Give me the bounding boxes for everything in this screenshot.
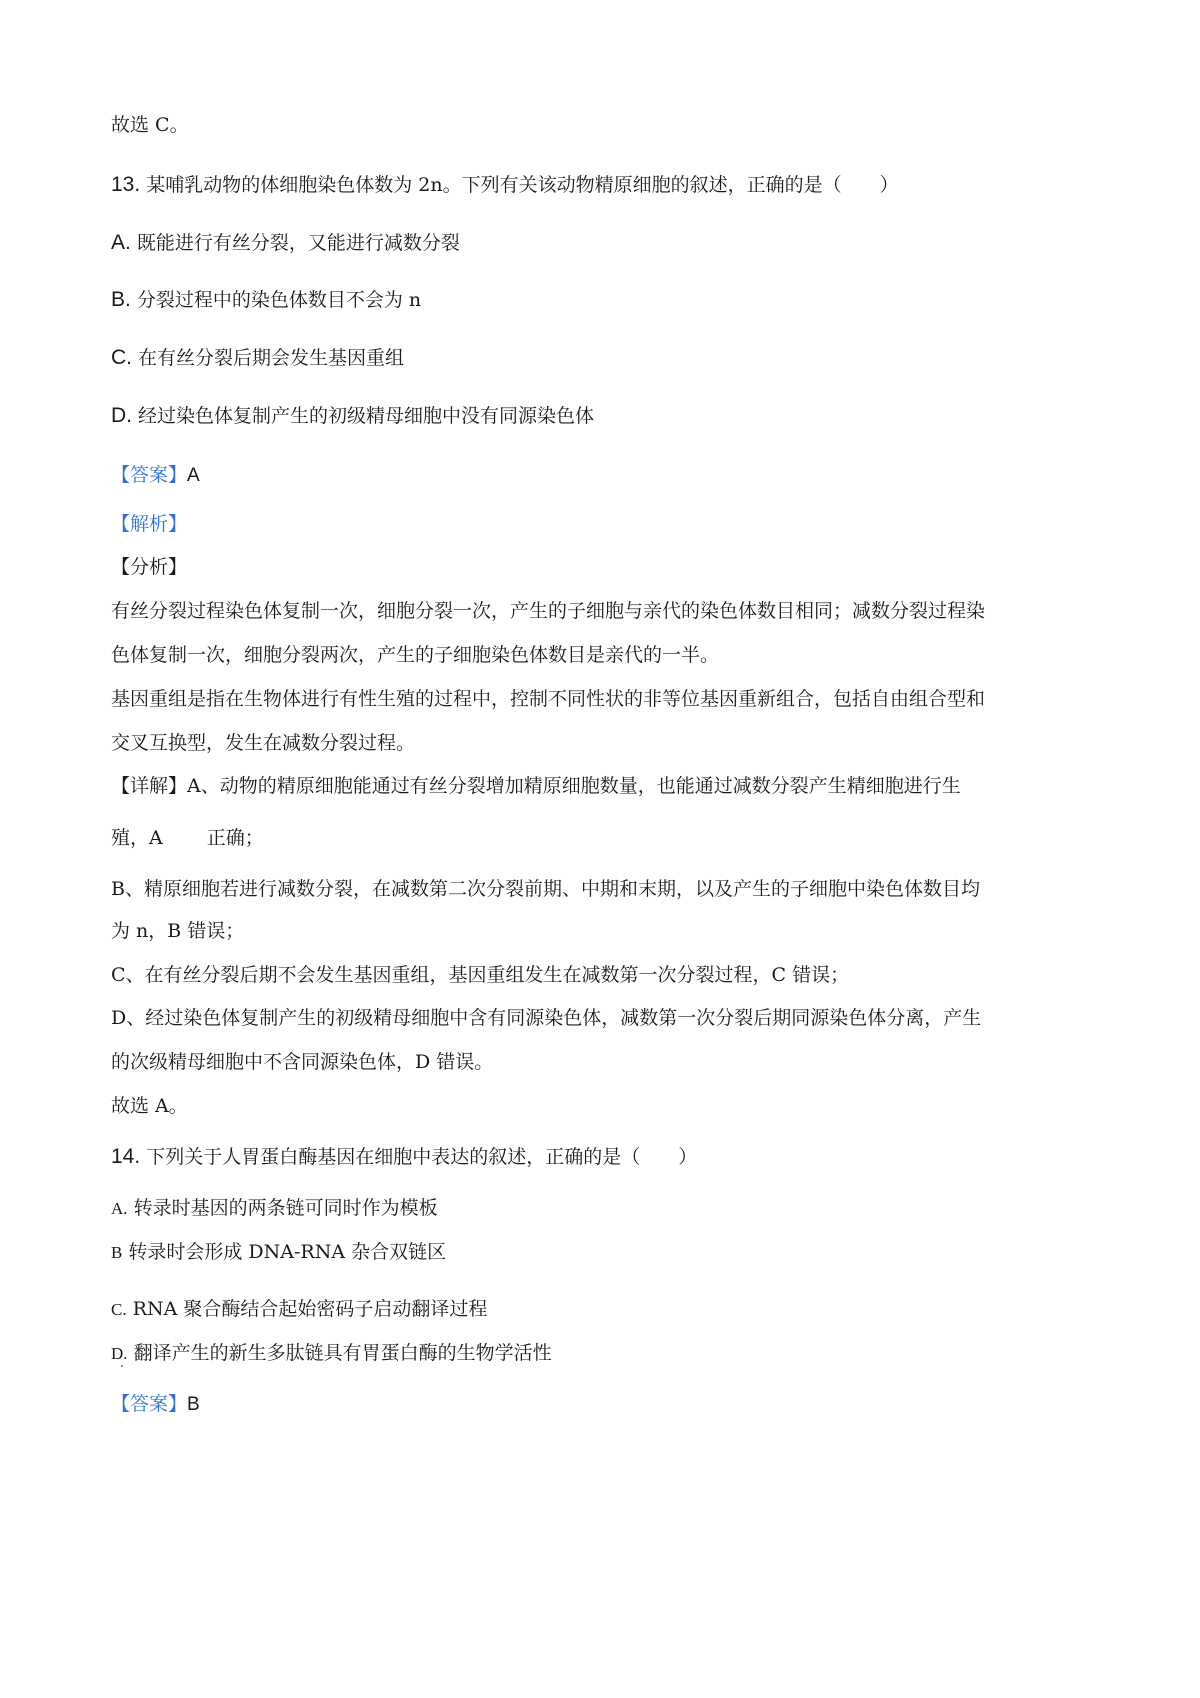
- option-text: 转录时基因的两条链可同时作为模板: [133, 1197, 438, 1219]
- q13-conclusion: 故选 A。: [111, 1095, 188, 1117]
- q13-detail-line-6: D、经过染色体复制产生的初级精母细胞中含有同源染色体，减数第一次分裂后期同源染色体分离，产生: [111, 1007, 982, 1029]
- q13-detail-line-3: B、精原细胞若进行减数分裂，在减数第二次分裂前期、中期和末期，以及产生的子细胞中染色体数目均: [111, 878, 980, 900]
- option-text: RNA 聚合酶结合起始密码子启动翻译过程: [132, 1298, 488, 1320]
- option-text: 在有丝分裂后期会发生基因重组: [138, 347, 405, 369]
- answer-value: B: [187, 1394, 200, 1415]
- q13-detail-line-4: 为 n，B 错误；: [111, 920, 245, 942]
- q14-answer: [111, 1391, 200, 1418]
- option-text: 分裂过程中的染色体数目不会为 n: [136, 289, 422, 311]
- option-key: D.: [111, 1344, 128, 1363]
- q14-option-c: [111, 1296, 487, 1323]
- option-key: B: [111, 1243, 123, 1262]
- answer-tag: 【答案】: [111, 464, 188, 486]
- q13-fenxi-line-2: 色体复制一次，细胞分裂两次，产生的子细胞染色体数目是亲代的一半。: [111, 644, 720, 666]
- question-stem: 下列关于人胃蛋白酶基因在细胞中表达的叙述，正确的是（ ）: [146, 1146, 698, 1168]
- q13-fenxi-line-3: 基因重组是指在生物体进行有性生殖的过程中，控制不同性状的非等位基因重新组合，包括自由组合型和: [111, 688, 986, 710]
- q13-fenxi-tag: 【分析】: [111, 556, 188, 578]
- question-number: 14.: [111, 1145, 141, 1168]
- option-key: A.: [111, 1199, 128, 1218]
- question-stem: 某哺乳动物的体细胞染色体数为 2n。下列有关该动物精原细胞的叙述，正确的是（ ）: [146, 174, 899, 196]
- q13-detail-line-1: [111, 773, 961, 799]
- option-text: 翻译产生的新生多肽链具有胃蛋白酶的生物学活性: [133, 1342, 552, 1364]
- option-text: 转录时会形成 DNA-RNA 杂合双链区: [128, 1241, 447, 1263]
- option-key: D.: [111, 404, 132, 427]
- option-key: B.: [111, 288, 131, 311]
- option-text: 经过染色体复制产生的初级精母细胞中没有同源染色体: [138, 405, 595, 427]
- q13-option-a: [111, 230, 460, 256]
- q13-option-b: [111, 287, 421, 313]
- previous-conclusion: 故选 C。: [111, 114, 189, 136]
- q13-fenxi-line-4: 交叉互换型，发生在减数分裂过程。: [111, 732, 416, 754]
- q14-option-a: [111, 1195, 438, 1222]
- detail-text: A、动物的精原细胞能通过有丝分裂增加精原细胞数量，也能通过减数分裂产生精细胞进行生: [187, 775, 961, 797]
- question-number: 13.: [111, 173, 141, 196]
- option-key: C.: [111, 346, 132, 369]
- q13-answer: [111, 462, 200, 489]
- option-key: A.: [111, 231, 131, 254]
- question-14-stem-line: [111, 1144, 697, 1170]
- question-13-stem-line: [111, 172, 899, 198]
- q13-option-d: [111, 403, 594, 429]
- option-text: 既能进行有丝分裂，又能进行减数分裂: [136, 232, 460, 254]
- q14-option-d: [111, 1340, 552, 1367]
- detail-text-a: 殖，A: [111, 827, 163, 849]
- q13-detail-line-2: [111, 825, 264, 851]
- option-key: C.: [111, 1300, 127, 1319]
- detail-text-b: 正确；: [206, 827, 264, 849]
- q13-option-c: [111, 345, 404, 371]
- detail-tag: 【详解】: [111, 775, 188, 797]
- q13-fenxi-line-1: 有丝分裂过程染色体复制一次，细胞分裂一次，产生的子细胞与亲代的染色体数目相同；减数分裂过程染: [111, 600, 986, 622]
- answer-value: A: [187, 465, 200, 486]
- answer-tag: 【答案】: [111, 1393, 188, 1415]
- q14-option-b: [111, 1239, 446, 1266]
- q13-analysis-tag: 【解析】: [111, 513, 188, 535]
- q13-detail-line-7: 的次级精母细胞中不含同源染色体，D 错误。: [111, 1051, 494, 1073]
- q13-detail-line-5: C、在有丝分裂后期不会发生基因重组，基因重组发生在减数第一次分裂过程，C 错误；: [111, 964, 850, 986]
